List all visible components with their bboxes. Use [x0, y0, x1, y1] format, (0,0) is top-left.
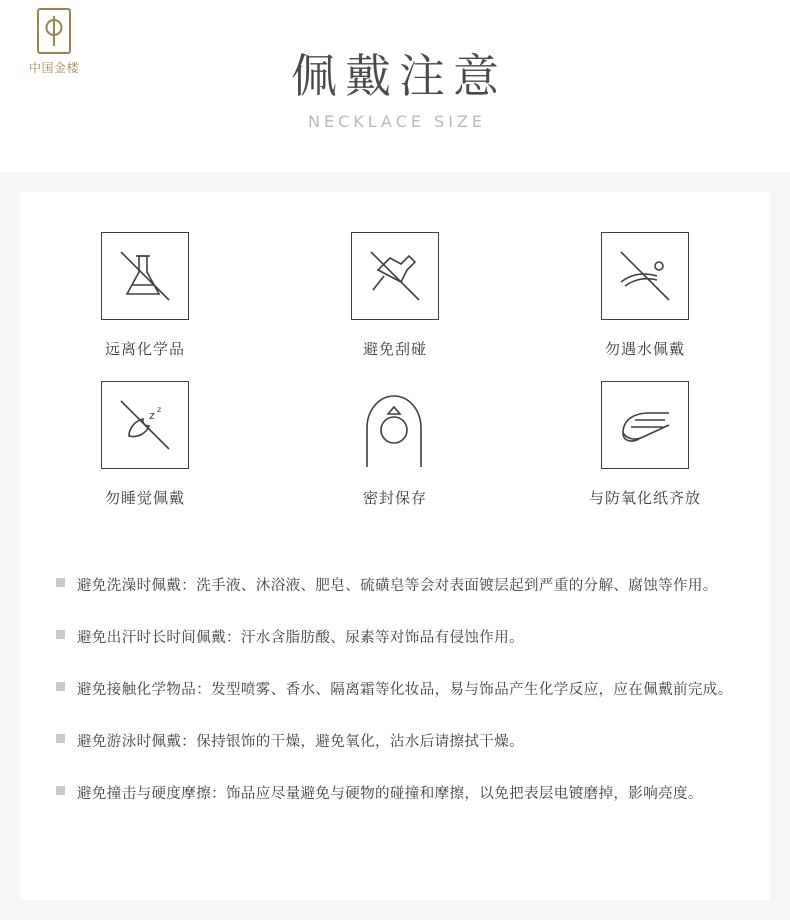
page-title-block: [0, 48, 790, 131]
care-item: [270, 381, 520, 508]
care-item: [20, 381, 270, 508]
bullet-icon: [56, 630, 65, 639]
care-item-label: 避免刮碰: [362, 340, 427, 358]
svg-text:z: z: [148, 409, 155, 422]
care-item-label: 远离化学品: [104, 340, 185, 358]
brand-name: 中国金楼: [28, 61, 79, 75]
bullet-icon: [56, 734, 65, 743]
care-item: [270, 232, 520, 359]
care-item-label: 密封保存: [362, 489, 427, 507]
note-text: 避免游泳时佩戴：保持银饰的干燥，避免氧化，沾水后请擦拭干燥。: [77, 734, 524, 750]
bullet-icon: [56, 682, 65, 691]
list-item: [56, 572, 746, 600]
bullet-icon: [56, 786, 65, 795]
chemical-flask-icon: [101, 232, 189, 320]
page-title: 佩戴注意: [291, 49, 507, 103]
content-card: [20, 192, 770, 900]
list-item: [56, 676, 746, 704]
care-item: [520, 381, 770, 508]
anti-oxidation-paper-icon: [601, 381, 689, 469]
note-text: 避免接触化学物品：发型喷雾、香水、隔离霜等化妆品，易与饰品产生化学反应，应在佩戴前完成。: [77, 682, 733, 698]
list-item: [56, 728, 746, 756]
hammer-icon: [351, 232, 439, 320]
list-item: [56, 624, 746, 652]
care-item-label: 勿遇水佩戴: [604, 340, 685, 358]
page-subtitle: NECKLACE SIZE: [308, 111, 486, 131]
care-item-label: 与防氧化纸齐放: [588, 489, 701, 507]
care-notes-list: [56, 572, 746, 832]
care-item: [520, 232, 770, 359]
bullet-icon: [56, 578, 65, 587]
note-text: 避免洗澡时佩戴：洗手液、沐浴液、肥皂、硫磺皂等会对表面镀层起到严重的分解、腐蚀等作用。: [77, 578, 718, 594]
note-text: 避免撞击与硬度摩擦：饰品应尽量避免与硬物的碰撞和摩擦，以免把表层电镀磨掉，影响亮度。: [77, 786, 703, 802]
no-water-hand-icon: [601, 232, 689, 320]
sealed-bag-ring-icon: [351, 381, 439, 469]
care-item: [20, 232, 270, 359]
note-text: 避免出汗时长时间佩戴：汗水含脂肪酸、尿素等对饰品有侵蚀作用。: [77, 630, 524, 646]
svg-text:z: z: [156, 405, 162, 414]
care-item-label: 勿睡觉佩戴: [104, 489, 185, 507]
sleeping-moon-icon: [101, 381, 189, 469]
care-icon-grid: [20, 232, 770, 530]
content-panel: [0, 172, 790, 920]
list-item: [56, 780, 746, 808]
